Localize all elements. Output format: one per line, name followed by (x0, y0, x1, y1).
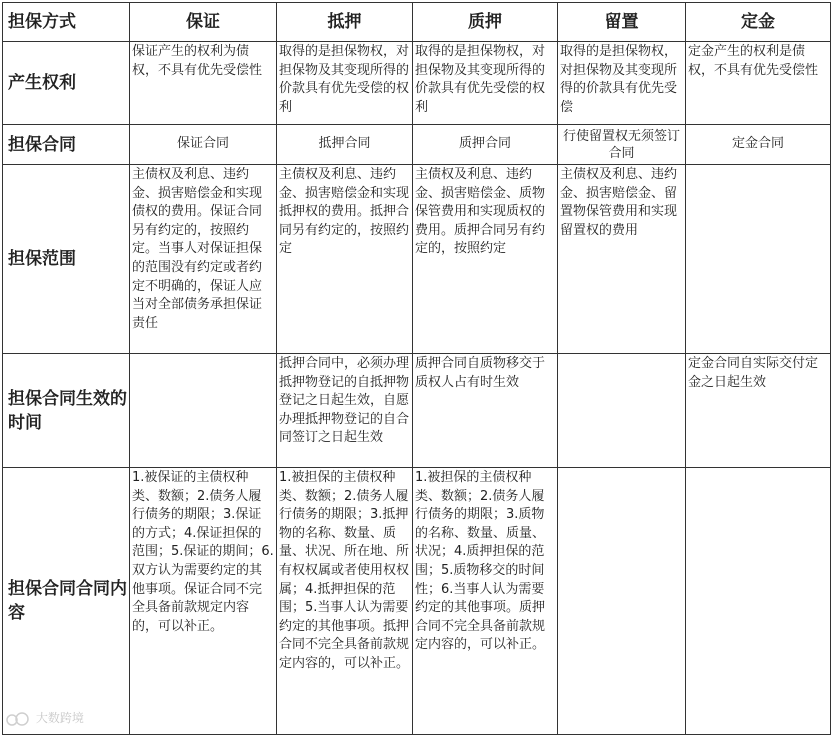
row-scope (3, 165, 831, 354)
cell-effect-lien (558, 354, 686, 468)
row-label-scope: 担保范围 (3, 165, 130, 354)
col-header-lien: 留置 (558, 3, 686, 42)
cell-effect-deposit: 定金合同自实际交付定金之日起生效 (686, 354, 831, 468)
guarantee-comparison-table (2, 2, 831, 735)
row-label-contract: 担保合同 (3, 125, 130, 165)
col-header-mortgage: 抵押 (277, 3, 413, 42)
cell-scope-pledge: 主债权及利息、违约金、损害赔偿金、质物保管费用和实现质权的费用。质押合同另有约定的，按照约定 (413, 165, 558, 354)
cell-content-lien (558, 468, 686, 735)
watermark (6, 709, 84, 727)
cell-effect-pledge: 质押合同自质物移交于质权人占有时生效 (413, 354, 558, 468)
row-content (3, 468, 831, 735)
cell-rights-lien: 取得的是担保物权，对担保物及其变现所得的价款具有优先受偿 (558, 42, 686, 125)
watermark-text: 大数跨境 (35, 711, 84, 725)
cell-content-pledge: 1.被担保的主债权种类、数额；2.债务人履行债务的期限；3.质物的名称、数量、质量、状况；4.质押担保的范围；5.质物移交的时间性；6.当事人认为需要约定的其他事项。质押合同不完全具备前款规定内容的，可以补正。 (413, 468, 558, 735)
cell-scope-deposit (686, 165, 831, 354)
row-label-content: 担保合同合同内容 (3, 468, 130, 735)
cell-content-deposit (686, 468, 831, 735)
cell-rights-guaranty: 保证产生的权利为债权，不具有优先受偿性 (130, 42, 277, 125)
cell-content-mortgage (277, 468, 413, 735)
cell-rights-pledge: 取得的是担保物权，对担保物及其变现所得的价款具有优先受偿的权利 (413, 42, 558, 125)
col-header-deposit: 定金 (686, 3, 831, 42)
cell-contract-guaranty: 保证合同 (130, 125, 277, 165)
cell-content-guaranty: 1.被保证的主债权种类、数额；2.债务人履行债务的期限；3.保证的方式；4.保证担保的范围；5.保证的期间；6.双方认为需要约定的其他事项。保证合同不完全具备前款规定内容的，可以补正。 (130, 468, 277, 735)
col-header-guaranty: 保证 (130, 3, 277, 42)
cell-effect-mortgage (277, 354, 413, 468)
cell-scope-guaranty-text: 主债权及利息、违约金、损害赔偿金和实现债权的费用。保证合同另有约定的，按照约定。当事人对保证担保的范围没有约定或者约定不明确的，保证人应当对全部债务承担保证责任 (132, 167, 263, 331)
cell-contract-pledge: 质押合同 (413, 125, 558, 165)
cell-rights-mortgage: 取得的是担保物权，对担保物及其变现所得的价款具有优先受偿的权利 (277, 42, 413, 125)
cell-effect-guaranty (130, 354, 277, 468)
row-effect (3, 354, 831, 468)
cell-contract-lien: 行使留置权无须签订合同 (558, 125, 686, 165)
header-row (3, 3, 831, 42)
cell-scope-lien: 主债权及利息、违约金、损害赔偿金、留置物保管费用和实现留置权的费用 (558, 165, 686, 354)
row-contract (3, 125, 831, 165)
cell-rights-deposit: 定金产生的权利是债权，不具有优先受偿性 (686, 42, 831, 125)
cell-scope-mortgage: 主债权及利息、违约金、损害赔偿金和实现抵押权的费用。抵押合同另有约定的，按照约定 (277, 165, 413, 354)
row-label-effect: 担保合同生效的时间 (3, 354, 130, 468)
header-corner: 担保方式 (3, 3, 130, 42)
cell-content-mortgage-text: 1.被担保的主债权种类、数额；2.债务人履行债务的期限；3.抵押物的名称、数量、质量、状况、所在地、所有权权属或者使用权权属；4.抵押担保的范围；5.当事人认为需要约定的其他事项。抵押合同不完全具备前款规定内容的，可以补正。 (279, 470, 410, 671)
cell-effect-mortgage-text: 抵押合同中，必须办理抵押物登记的自抵押物登记之日起生效，自愿办理抵押物登记的自合同签订之日起生效 (279, 356, 410, 446)
cell-contract-mortgage: 抵押合同 (277, 125, 413, 165)
watermark-logo-icon (6, 711, 32, 727)
row-label-rights: 产生权利 (3, 42, 130, 125)
cell-scope-guaranty (130, 165, 277, 354)
cell-contract-deposit: 定金合同 (686, 125, 831, 165)
row-rights (3, 42, 831, 125)
col-header-pledge: 质押 (413, 3, 558, 42)
